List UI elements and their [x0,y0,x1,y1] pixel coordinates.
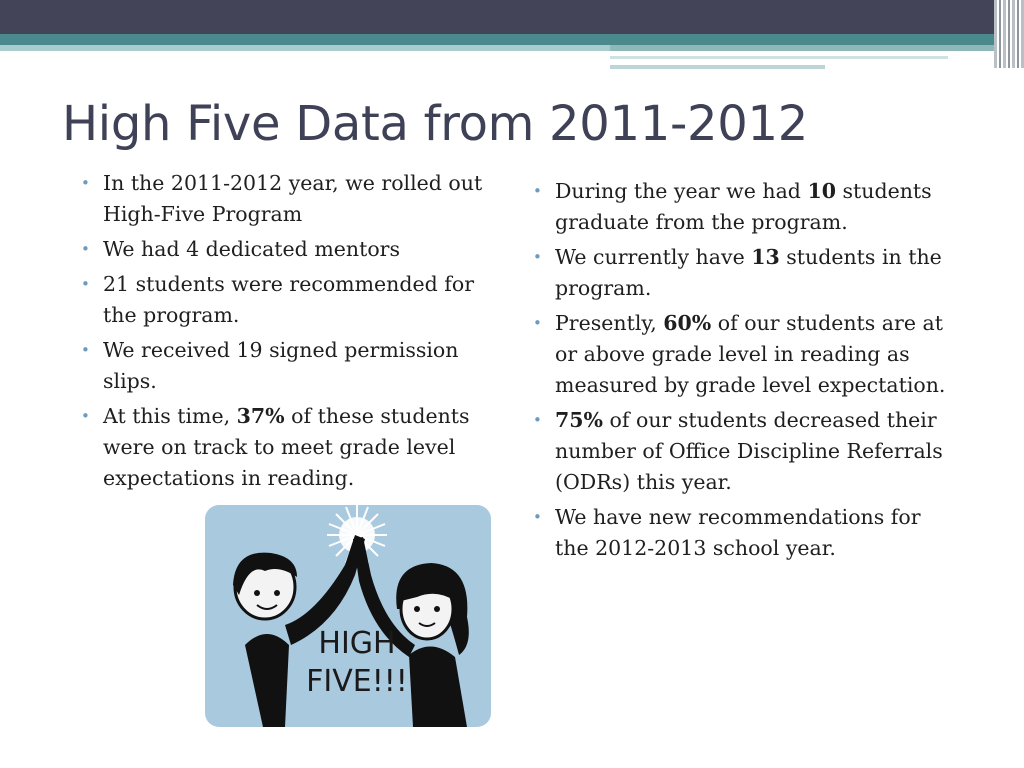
bullet-text: We have new recommendations for the 2012-2013 school year. [555,505,921,560]
right-bullet-list [527,176,947,568]
header-band-dark [0,0,1024,34]
bullet-text: of our students are at or above grade level in reading as measured by grade level expectation. [555,311,946,397]
caption-line-2: FIVE!!! [306,664,408,699]
bullet-text: At this time, [103,404,237,428]
left-bullet-list [75,168,495,498]
bullet-text: During the year we had [555,179,808,203]
bullet-highlight: 10 [807,179,836,203]
bullet-text: We had 4 dedicated mentors [103,237,400,261]
bullet-text: of our students decreased their number of Office Discipline Referrals (ODRs) this year. [555,408,943,494]
bullet-item [75,401,495,494]
bullet-item [527,242,947,304]
caption-line-1: HIGH [318,626,396,661]
bullet-item [75,234,495,265]
high-five-illustration [205,505,491,727]
bullet-text: We currently have [555,245,752,269]
header-line-b [610,65,825,69]
bullet-text: Presently, [555,311,664,335]
bullet-item [75,335,495,397]
bullet-highlight: 37% [236,404,285,428]
bullet-text: 21 students were recommended for the program. [103,272,475,327]
header-band-teal [0,34,1000,45]
bullet-item [527,176,947,238]
bullet-text: We received 19 signed permission slips. [103,338,459,393]
bullet-text: students in the program. [555,245,942,300]
bullet-item [527,405,947,498]
bullet-item [527,308,947,401]
bullet-text: students graduate from the program. [555,179,932,234]
bullet-item [75,168,495,230]
high-five-caption [297,625,417,701]
bullet-highlight: 60% [663,311,712,335]
bullet-item [75,269,495,331]
slide-title: High Five Data from 2011-2012 [62,96,808,152]
bullet-highlight: 75% [555,408,604,432]
header-edge-stripes [994,0,1024,68]
bullet-item [527,502,947,564]
bullet-text: of these students were on track to meet grade level expectations in reading. [103,404,470,490]
header-line-a [610,56,948,59]
bullet-text: In the 2011-2012 year, we rolled out High-Five Program [103,171,483,226]
bullet-highlight: 13 [751,245,780,269]
